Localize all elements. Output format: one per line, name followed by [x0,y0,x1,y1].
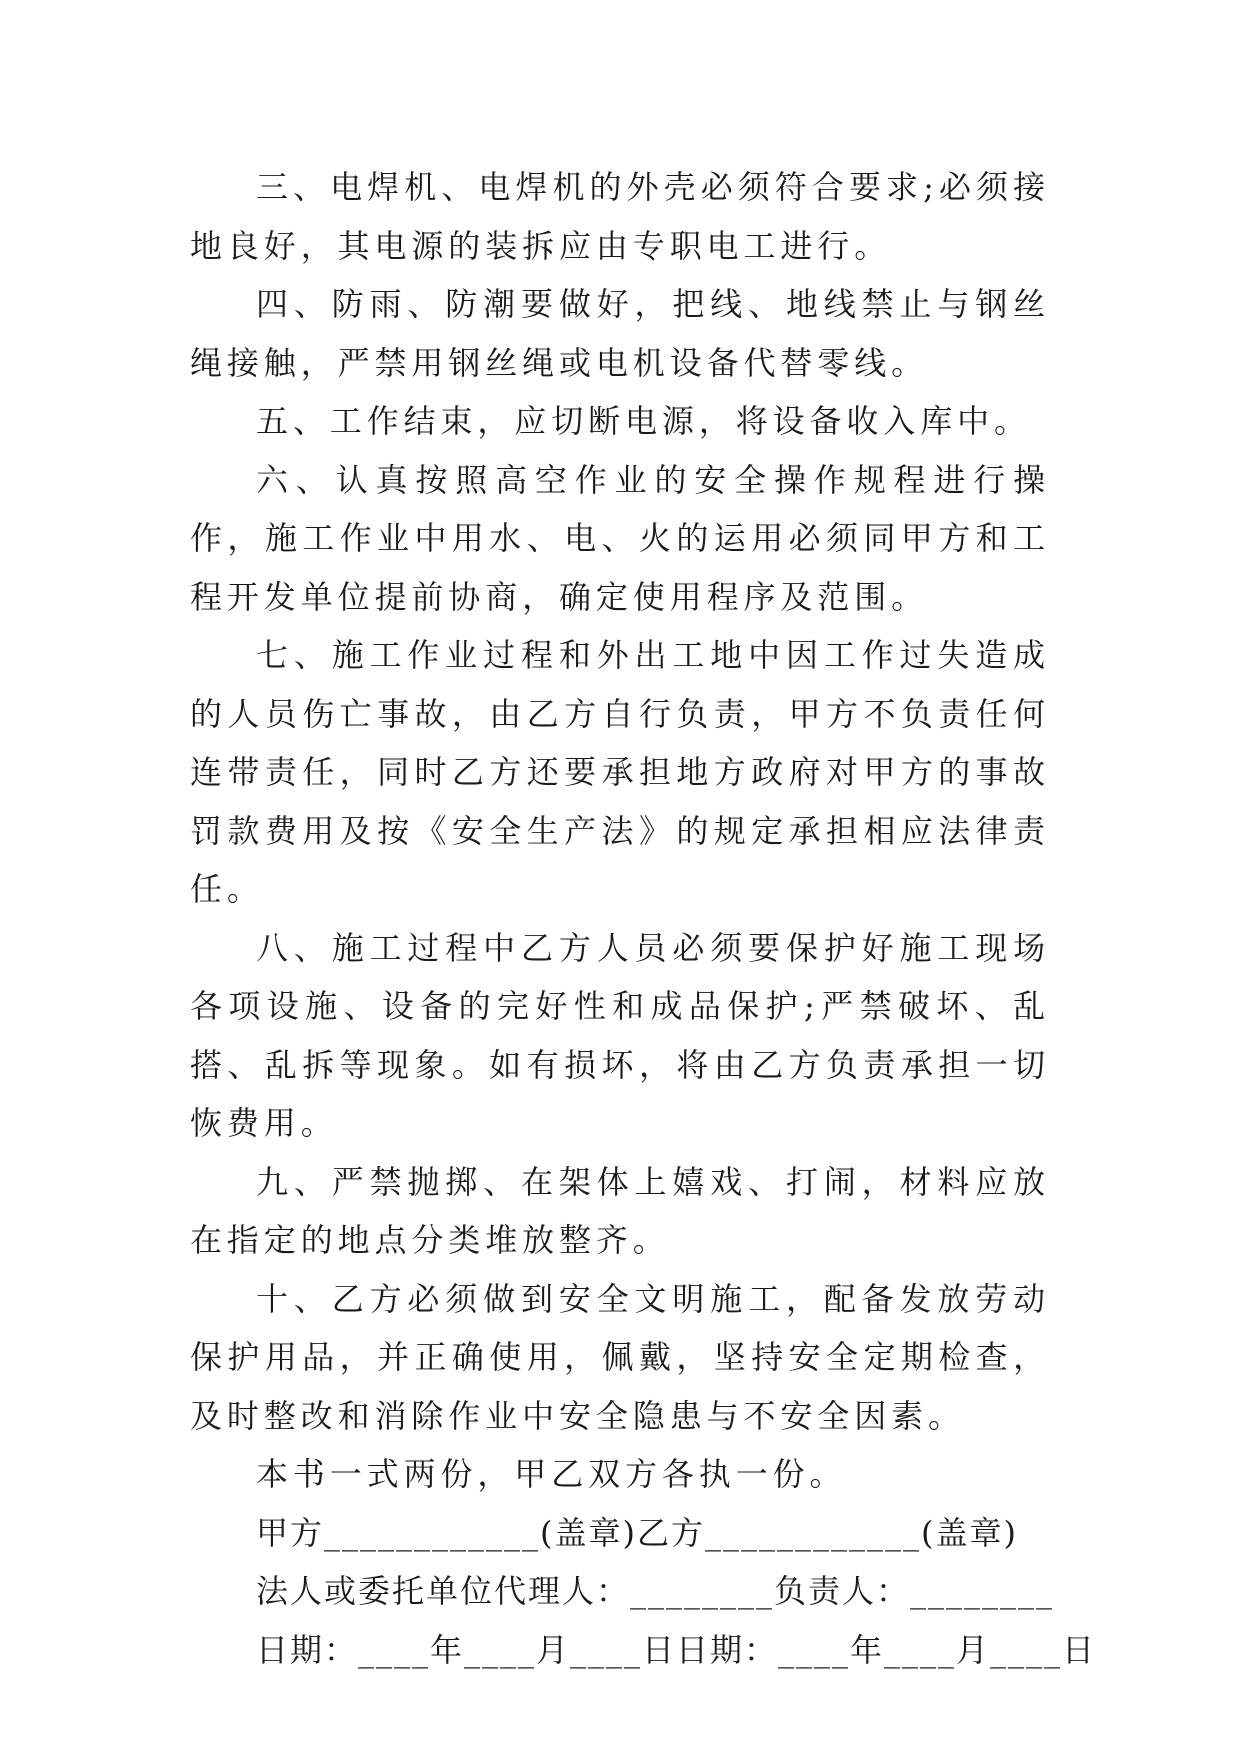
signature-representatives: 法人或委托单位代理人：________负责人：________ [256,1572,1055,1610]
clause-7: 七、施工作业过程和外出工地中因工作过失造成的人员伤亡事故，由乙方自行负责，甲方不负责任何连带责任，同时乙方还要承担地方政府对甲方的事故罚款费用及按《安全生产法》的规定承担相应法律责任。 [190,636,1050,908]
signature-dates: 日期：____年____月____日日期：____年____月____日 [256,1630,1097,1669]
clause-9: 九、严禁抛掷、在架体上嬉戏、打闹，材料应放在指定的地点分类堆放整齐。 [190,1162,1050,1259]
clause-10: 十、乙方必须做到安全文明施工，配备发放劳动保护用品，并正确使用，佩戴，坚持安全定期检查，及时整改和消除作业中安全隐患与不安全因素。 [190,1279,1050,1435]
document-body [190,158,1097,1679]
clause-6: 六、认真按照高空作业的安全操作规程进行操作，施工作业中用水、电、火的运用必须同甲方和工程开发单位提前协商，确定使用程序及范围。 [190,460,1050,616]
clause-5: 五、工作结束，应切断电源，将设备收入库中。 [256,402,1031,440]
clause-4: 四、防雨、防潮要做好，把线、地线禁止与钢丝绳接触，严禁用钢丝绳或电机设备代替零线。 [190,285,1050,382]
clause-3: 三、电焊机、电焊机的外壳必须符合要求;必须接地良好，其电源的装拆应由专职电工进行。 [190,168,1050,265]
signature-parties: 甲方____________(盖章)乙方____________(盖章) [256,1513,1018,1552]
copies-note: 本书一式两份，甲乙双方各执一份。 [256,1455,847,1493]
clause-8: 八、施工过程中乙方人员必须要保护好施工现场各项设施、设备的完好性和成品保护;严禁破坏、乱搭、乱拆等现象。如有损坏，将由乙方负责承担一切恢费用。 [190,928,1050,1142]
